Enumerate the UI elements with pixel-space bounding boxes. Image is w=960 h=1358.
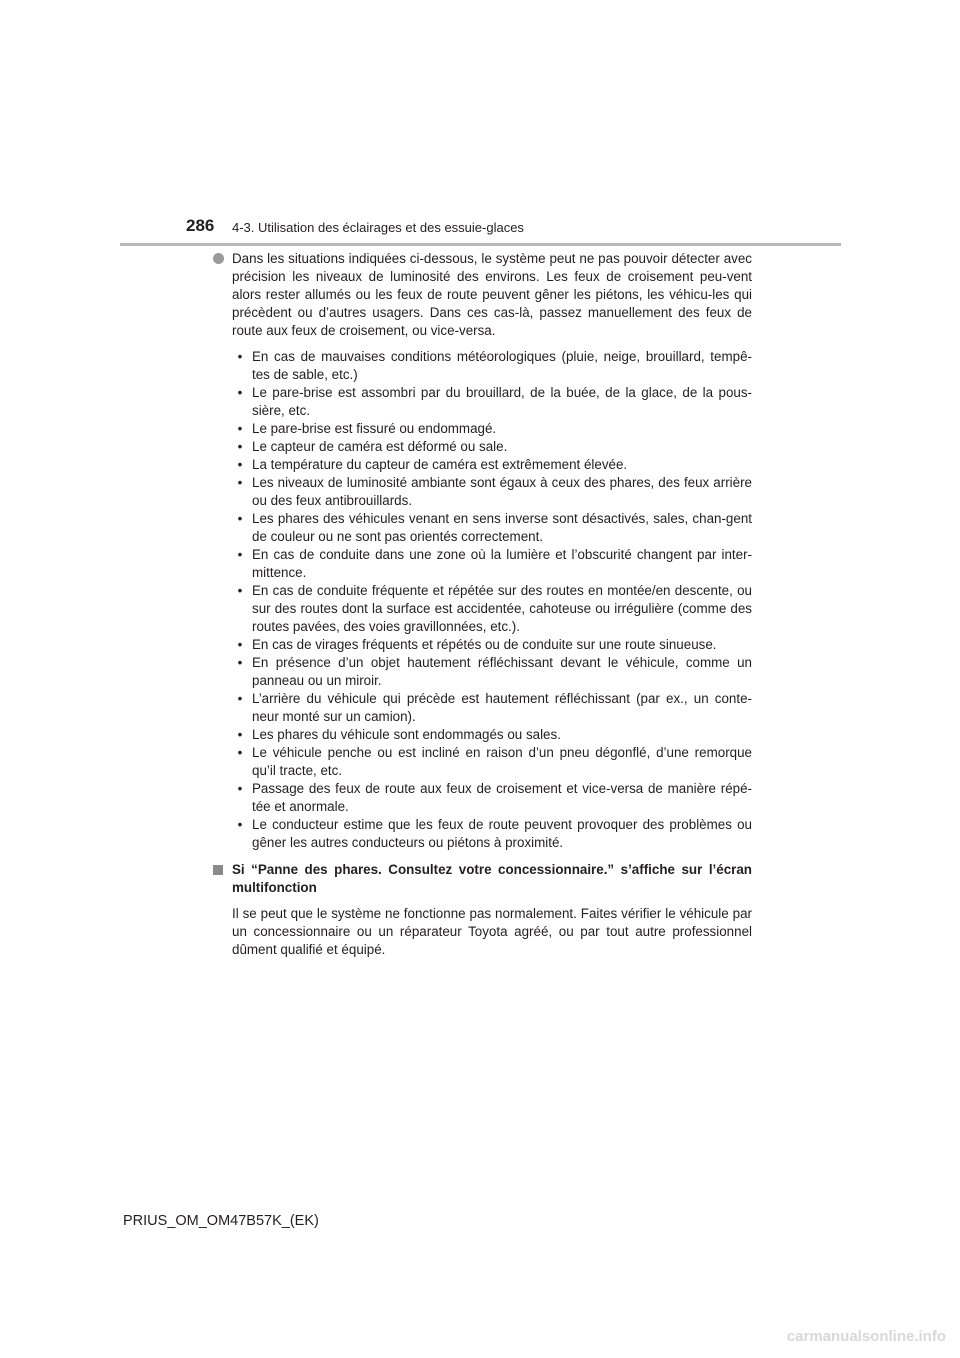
bullet-marker: • bbox=[237, 439, 243, 454]
bullet-marker: • bbox=[237, 457, 243, 472]
list-item: • La température du capteur de caméra est extrêmement élevée. bbox=[252, 456, 752, 474]
bullet-marker: • bbox=[237, 655, 243, 670]
bullet-marker: • bbox=[237, 817, 243, 832]
list-item: • Le capteur de caméra est déformé ou sale. bbox=[252, 438, 752, 456]
intro-text: Dans les situations indiquées ci-dessous, le système peut ne pas pouvoir détecter avec précision les niveaux de luminosité des environs. Les feux de croisement peu-vent alors rester allumés ou les feux de route peuvent gêner les piétons, les véhicu-les qui précèdent ou d’autres usagers. Dans ces cas-là, passez manuellement des feux de route aux feux de croisement, ou vice-versa. bbox=[232, 251, 752, 338]
document-code: PRIUS_OM_OM47B57K_(EK) bbox=[123, 1213, 319, 1229]
circle-bullet-icon bbox=[213, 253, 224, 264]
list-item: • Le véhicule penche ou est incliné en raison d’un pneu dégonflé, d’une remorque qu’il tracte, etc. bbox=[252, 744, 752, 780]
bullet-marker: • bbox=[237, 637, 243, 652]
list-item: • L’arrière du véhicule qui précède est hautement réfléchissant (par ex., un conte-neur monté sur un camion). bbox=[252, 690, 752, 726]
list-item: • En cas de virages fréquents et répétés ou de conduite sur une route sinueuse. bbox=[252, 636, 752, 654]
bullet-marker: • bbox=[237, 583, 243, 598]
list-item: • En cas de conduite fréquente et répétée sur des routes en montée/en descente, ou sur des routes dont la surface est accidentée, cahoteuse ou irrégulière (comme des routes pavées, des voies gravillonnées, etc.). bbox=[252, 582, 752, 636]
list-item: • En cas de conduite dans une zone où la lumière et l’obscurité changent par inter-mittence. bbox=[252, 546, 752, 582]
bullet-marker: • bbox=[237, 745, 243, 760]
square-bullet-icon bbox=[213, 865, 223, 875]
bullet-marker: • bbox=[237, 781, 243, 796]
bullet-marker: • bbox=[237, 421, 243, 436]
list-item: • En présence d’un objet hautement réfléchissant devant le véhicule, comme un panneau ou un miroir. bbox=[252, 654, 752, 690]
situations-list bbox=[212, 348, 752, 852]
header-divider bbox=[120, 243, 841, 246]
bullet-marker: • bbox=[237, 475, 243, 490]
list-item: • En cas de mauvaises conditions météorologiques (pluie, neige, brouillard, tempê-tes de sable, etc.) bbox=[252, 348, 752, 384]
bullet-marker: • bbox=[237, 511, 243, 526]
bullet-marker: • bbox=[237, 727, 243, 742]
list-item: • Le pare-brise est assombri par du brouillard, de la buée, de la glace, de la pous-sière, etc. bbox=[252, 384, 752, 420]
intro-paragraph bbox=[212, 250, 752, 340]
bullet-marker: • bbox=[237, 691, 243, 706]
main-content bbox=[212, 250, 752, 959]
list-item: • Passage des feux de route aux feux de croisement et vice-versa de manière répé-tée et anormale. bbox=[252, 780, 752, 816]
page-number: 286 bbox=[186, 216, 215, 235]
section-title: 4-3. Utilisation des éclairages et des essuie-glaces bbox=[232, 220, 524, 235]
list-item: • Les phares des véhicules venant en sens inverse sont désactivés, sales, chan-gent de couleur ou ne sont pas orientés correctement. bbox=[252, 510, 752, 546]
section-body: Il se peut que le système ne fonctionne pas normalement. Faites vérifier le véhicule par un concessionnaire ou un réparateur Toyota agréé, ou par tout autre professionnel dûment qualifié et équipé. bbox=[232, 906, 752, 957]
list-item: • Le pare-brise est fissuré ou endommagé. bbox=[252, 420, 752, 438]
list-item: • Le conducteur estime que les feux de route peuvent provoquer des problèmes ou gêner les autres conducteurs ou piétons à proximité. bbox=[252, 816, 752, 852]
watermark: carmanualsonline.info bbox=[786, 1328, 946, 1345]
list-item: • Les phares du véhicule sont endommagés ou sales. bbox=[252, 726, 752, 744]
bullet-marker: • bbox=[237, 349, 243, 364]
bullet-marker: • bbox=[237, 385, 243, 400]
section-heading bbox=[212, 861, 752, 897]
bullet-marker: • bbox=[237, 547, 243, 562]
list-item: • Les niveaux de luminosité ambiante sont égaux à ceux des phares, des feux arrière ou des feux antibrouillards. bbox=[252, 474, 752, 510]
section-heading-text: Si “Panne des phares. Consultez votre concessionnaire.” s’affiche sur l’écran multifonction bbox=[232, 862, 752, 895]
